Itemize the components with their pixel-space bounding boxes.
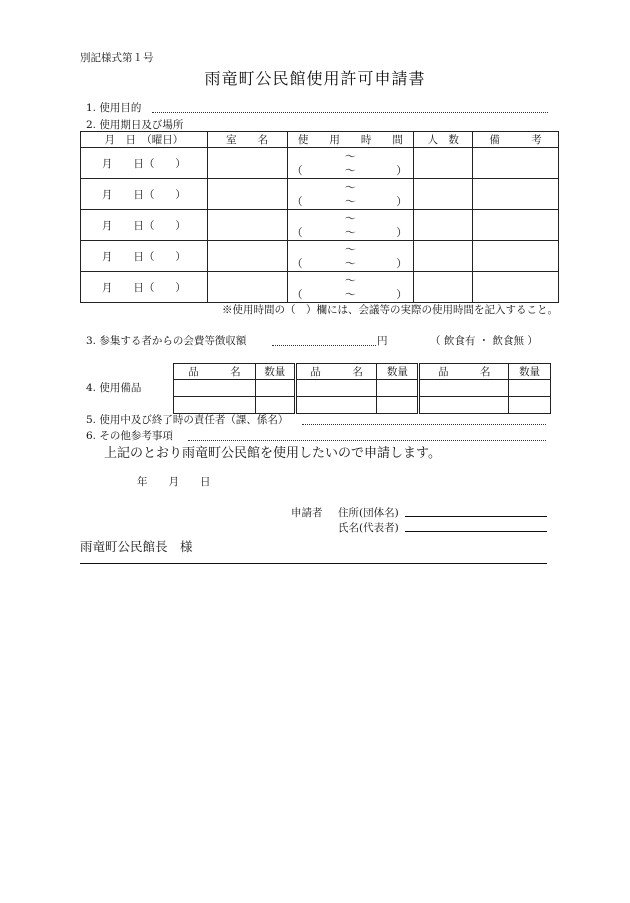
applicant-address-field[interactable] <box>405 516 547 517</box>
equipment-header-row <box>174 364 551 380</box>
time-cell[interactable] <box>287 148 414 179</box>
tilde: ～ <box>344 274 356 287</box>
notes-cell[interactable] <box>473 272 559 303</box>
fee-label: 3. 参集する者からの会費等徴収額 <box>86 335 247 347</box>
date-label: 月 日（ ） <box>101 219 186 232</box>
equip-name-cell[interactable] <box>419 380 509 397</box>
date-cell[interactable] <box>81 241 208 272</box>
tilde: ～ <box>344 243 356 256</box>
food-options[interactable]: （ 飲食有 ・ 飲食無 ） <box>430 335 538 347</box>
table-row <box>81 148 559 179</box>
header-notes: 備 考 <box>473 132 559 148</box>
table-row <box>81 179 559 210</box>
room-cell[interactable] <box>207 179 287 210</box>
paren-close: ） <box>396 226 408 239</box>
tilde: ～ <box>344 226 356 239</box>
page-title: 雨竜町公民館使用許可申請書 <box>204 69 426 88</box>
table-row <box>174 380 551 397</box>
notes-cell[interactable] <box>473 148 559 179</box>
table-row <box>174 397 551 414</box>
paren-close: ） <box>396 195 408 208</box>
equip-header-name: 品 名 <box>295 364 377 380</box>
paren-open: （ <box>291 195 303 208</box>
applicant-label: 申請者 <box>291 507 323 519</box>
room-cell[interactable] <box>207 241 287 272</box>
tilde: ～ <box>344 181 356 194</box>
header-room: 室 名 <box>207 132 287 148</box>
applicant-address-label: 住所(団体名) <box>338 507 399 519</box>
application-statement: 上記のとおり雨竜町公民館を使用したいので申請します。 <box>104 446 441 461</box>
usage-time-note: ※使用時間の（ ）欄には、会議等の実際の使用時間を記入すること。 <box>222 304 558 316</box>
room-cell[interactable] <box>207 210 287 241</box>
date-cell[interactable] <box>81 179 208 210</box>
tilde: ～ <box>344 195 356 208</box>
notes-cell[interactable] <box>473 179 559 210</box>
equip-name-cell[interactable] <box>295 397 377 414</box>
paren-close: ） <box>396 164 408 177</box>
equip-header-qty: 数量 <box>509 364 551 380</box>
date-label: 月 日（ ） <box>101 157 186 170</box>
table-row <box>81 210 559 241</box>
header-people: 人 数 <box>414 132 473 148</box>
tilde: ～ <box>344 164 356 177</box>
responsible-label: 5. 使用中及び終了時の責任者（課、係名） <box>86 414 289 426</box>
time-cell[interactable] <box>287 241 414 272</box>
time-cell[interactable] <box>287 272 414 303</box>
equipment-label: 4. 使用備品 <box>86 382 142 394</box>
equip-qty-cell[interactable] <box>509 397 551 414</box>
applicant-name-field[interactable] <box>405 531 547 532</box>
date-label: 月 日（ ） <box>101 281 186 294</box>
responsible-field[interactable] <box>302 424 546 425</box>
date-label: 月 日（ ） <box>101 250 186 263</box>
schedule-label: 2. 使用期日及び場所 <box>86 119 184 131</box>
people-cell[interactable] <box>414 179 473 210</box>
other-notes-field[interactable] <box>188 440 546 441</box>
fee-unit: 円 <box>377 335 388 347</box>
date-cell[interactable] <box>81 148 208 179</box>
header-date: 月 日 （曜日） <box>81 132 208 148</box>
equip-qty-cell[interactable] <box>377 380 419 397</box>
notes-cell[interactable] <box>473 241 559 272</box>
equipment-table <box>173 363 551 414</box>
equip-name-cell[interactable] <box>419 397 509 414</box>
tilde: ～ <box>344 150 356 163</box>
application-date[interactable]: 年 月 日 <box>137 476 211 488</box>
equip-header-qty: 数量 <box>255 364 295 380</box>
purpose-field[interactable] <box>152 112 548 113</box>
date-cell[interactable] <box>81 272 208 303</box>
people-cell[interactable] <box>414 272 473 303</box>
time-cell[interactable] <box>287 210 414 241</box>
equip-header-name: 品 名 <box>419 364 509 380</box>
other-notes-label: 6. その他参考事項 <box>86 430 173 442</box>
table-row <box>81 241 559 272</box>
room-cell[interactable] <box>207 148 287 179</box>
fee-amount-field[interactable] <box>272 345 376 346</box>
paren-open: （ <box>291 226 303 239</box>
tilde: ～ <box>344 257 356 270</box>
equip-name-cell[interactable] <box>295 380 377 397</box>
paren-close: ） <box>396 257 408 270</box>
equip-qty-cell[interactable] <box>377 397 419 414</box>
people-cell[interactable] <box>414 241 473 272</box>
table-row <box>81 272 559 303</box>
form-number: 別記様式第１号 <box>80 52 154 64</box>
notes-cell[interactable] <box>473 210 559 241</box>
equip-qty-cell[interactable] <box>509 380 551 397</box>
people-cell[interactable] <box>414 210 473 241</box>
equip-header-name: 品 名 <box>174 364 256 380</box>
date-label: 月 日（ ） <box>101 188 186 201</box>
room-cell[interactable] <box>207 272 287 303</box>
paren-open: （ <box>291 288 303 301</box>
equip-name-cell[interactable] <box>174 380 256 397</box>
equip-name-cell[interactable] <box>174 397 256 414</box>
paren-open: （ <box>291 257 303 270</box>
people-cell[interactable] <box>414 148 473 179</box>
schedule-table <box>80 131 559 303</box>
schedule-header-row <box>81 132 559 148</box>
paren-open: （ <box>291 164 303 177</box>
tilde: ～ <box>344 288 356 301</box>
applicant-name-label: 氏名(代表者) <box>338 522 399 534</box>
equip-qty-cell[interactable] <box>255 397 295 414</box>
addressee: 雨竜町公民館長 様 <box>80 539 193 554</box>
equip-qty-cell[interactable] <box>255 380 295 397</box>
purpose-label: 1. 使用目的 <box>86 102 142 114</box>
footer-divider <box>80 563 547 564</box>
tilde: ～ <box>344 212 356 225</box>
date-cell[interactable] <box>81 210 208 241</box>
time-cell[interactable] <box>287 179 414 210</box>
equip-header-qty: 数量 <box>377 364 419 380</box>
paren-close: ） <box>396 288 408 301</box>
header-time: 使 用 時 間 <box>287 132 414 148</box>
